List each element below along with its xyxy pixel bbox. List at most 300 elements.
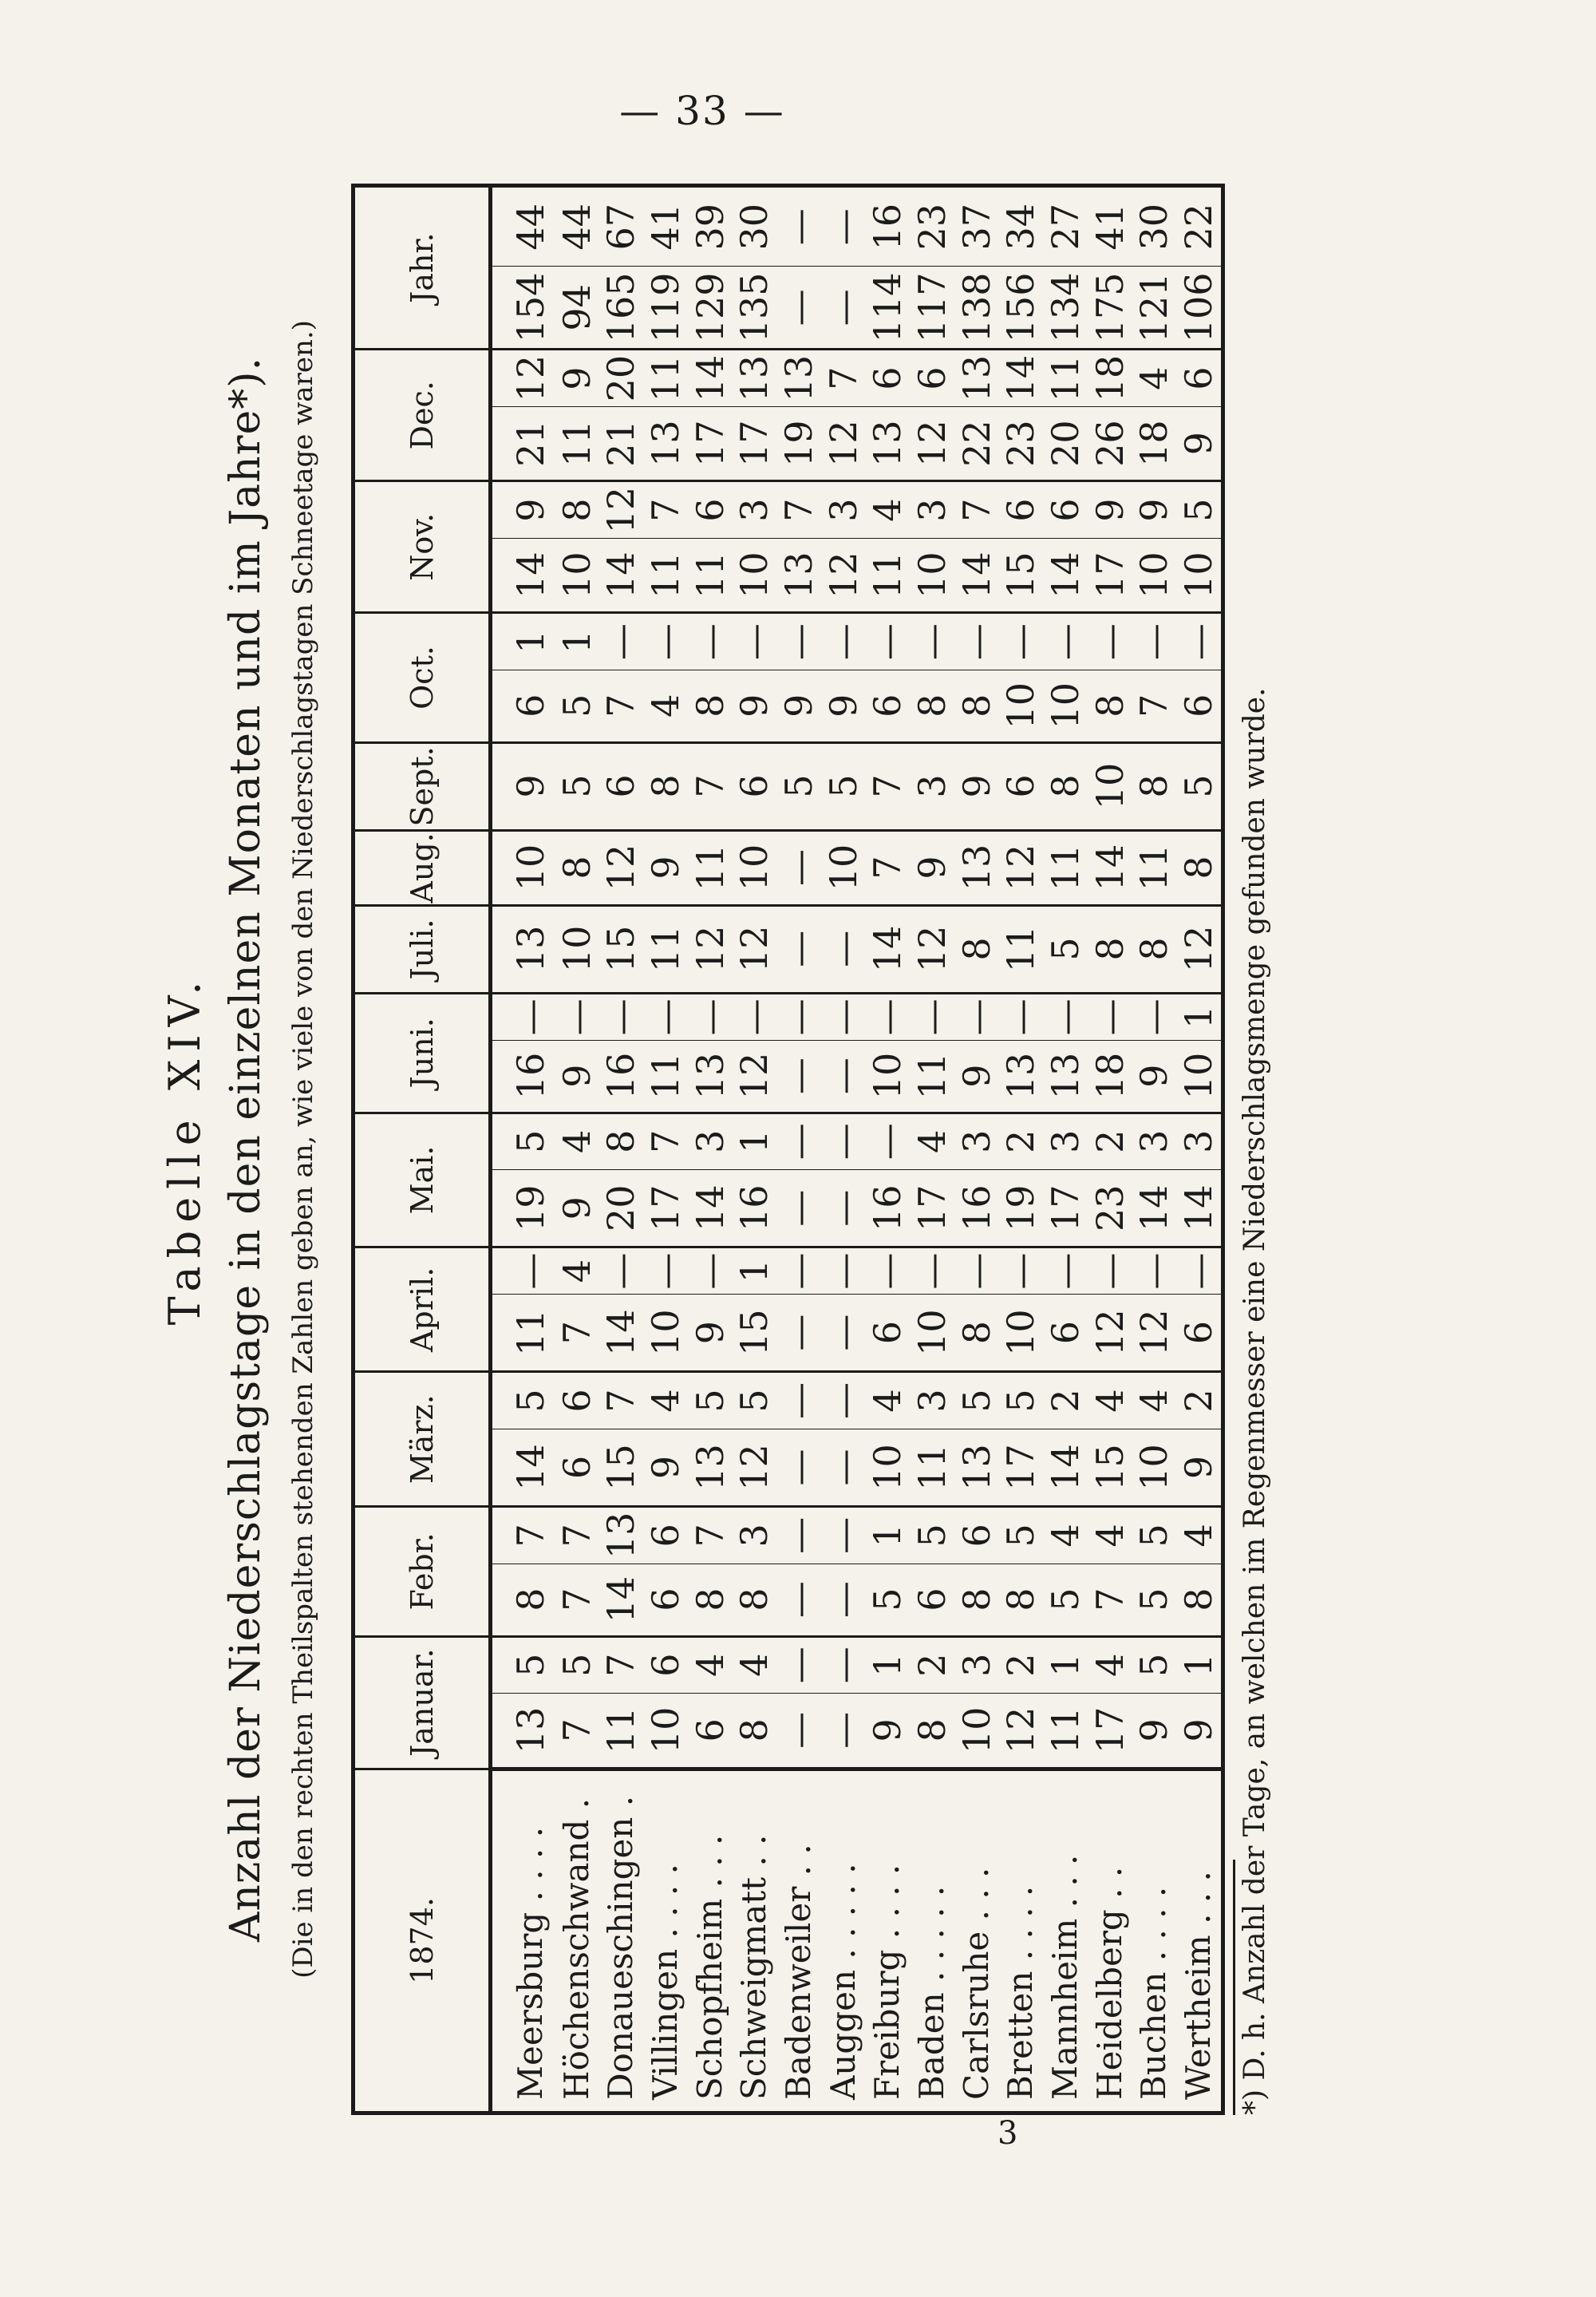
snow-days-cell: 3: [733, 1507, 777, 1564]
total-days-cell: 9: [643, 831, 688, 906]
snow-days-cell: 4: [866, 481, 911, 538]
snow-days-cell: 6: [1176, 350, 1221, 406]
total-days-cell: 5: [555, 670, 599, 742]
total-days-cell: 26: [1088, 406, 1132, 481]
station-name: Badenweiler . .: [776, 1769, 821, 2111]
snow-days-cell: —: [776, 1507, 821, 1564]
total-days-cell: 14: [491, 538, 555, 613]
total-days-cell: 13: [688, 1040, 733, 1113]
total-days-cell: 15: [1088, 1429, 1132, 1506]
snow-days-cell: —: [1043, 613, 1088, 670]
total-days-cell: 17: [1088, 1693, 1132, 1769]
snow-days-cell: 22: [1177, 203, 1221, 251]
snow-days-cell: 44: [508, 203, 552, 251]
snow-days-cell: 9: [555, 350, 599, 406]
snow-days-cell: —: [821, 994, 866, 1040]
precipitation-days-table: [351, 184, 1225, 2115]
station-name: Schweigmatt . .: [733, 1769, 777, 2111]
snow-days-cell: 6: [999, 481, 1044, 538]
total-days-cell: 138: [954, 267, 999, 350]
snow-days-cell: 13: [776, 350, 821, 406]
total-days-cell: 14: [866, 905, 911, 993]
station-name: Buchen . . . .: [1132, 1769, 1177, 2111]
month-header: Sept.: [355, 742, 491, 830]
snow-days-cell: 14: [999, 350, 1044, 406]
station-name: Bretten . . . .: [999, 1769, 1044, 2111]
table-row: [821, 188, 866, 2111]
station-name: Auggen . . . . .: [821, 1769, 866, 2111]
total-days-cell: 11: [1043, 831, 1088, 906]
snow-days-cell: —: [999, 1247, 1044, 1294]
table-row: [910, 188, 954, 2111]
total-days-cell: 17: [999, 1429, 1044, 1506]
snow-days-cell: —: [821, 1636, 866, 1693]
total-days-cell: 6: [1043, 1294, 1088, 1371]
total-days-cell: 12: [688, 905, 733, 993]
total-days-cell: 154: [491, 267, 555, 350]
snow-days-cell: —: [643, 613, 688, 670]
total-days-cell: 9: [910, 831, 954, 906]
total-days-cell: 9: [776, 670, 821, 742]
snow-days-cell: 3: [733, 481, 777, 538]
month-header: Febr.: [355, 1507, 491, 1636]
total-days-cell: 10: [555, 905, 599, 993]
total-days-cell: 9: [555, 1169, 599, 1247]
total-days-cell: —: [821, 905, 866, 993]
total-days-cell: 6: [599, 742, 644, 830]
snow-days-cell: —: [491, 1247, 555, 1294]
total-days-cell: 8: [688, 670, 733, 742]
total-days-cell: 6: [491, 670, 555, 742]
total-days-cell: 11: [866, 538, 911, 613]
snow-days-cell: 12: [599, 481, 644, 538]
total-days-cell: 14: [688, 1169, 733, 1247]
total-days-cell: 13: [866, 406, 911, 481]
snow-days-cell: 14: [688, 350, 733, 406]
snow-days-cell: 67: [599, 203, 643, 251]
total-days-cell: 165: [599, 267, 644, 350]
total-days-cell: 19: [491, 1169, 555, 1247]
total-days-cell: 21: [491, 406, 555, 481]
total-days-cell: 11: [491, 1294, 555, 1371]
snow-days-cell: —: [910, 1247, 954, 1294]
total-days-cell: 12: [999, 1693, 1044, 1769]
total-days-cell: 8: [954, 1564, 999, 1636]
sheet-signature: 3: [998, 2115, 1018, 2152]
total-days-cell: 23: [1088, 1169, 1132, 1247]
total-days-cell: 13: [999, 1040, 1044, 1113]
snow-days-cell: 5: [999, 1372, 1044, 1429]
total-days-cell: 5: [1043, 1564, 1088, 1636]
total-days-cell: 10: [866, 1429, 911, 1506]
total-days-cell: 21: [599, 406, 644, 481]
total-days-cell: —: [821, 1294, 866, 1371]
table-row: [643, 188, 688, 2111]
snow-days-cell: —: [599, 613, 644, 670]
snow-days-cell: 5: [491, 1113, 555, 1169]
snow-days-cell: 1: [733, 1247, 777, 1294]
total-days-cell: 7: [555, 1564, 599, 1636]
total-days-cell: 10: [491, 831, 555, 906]
total-days-cell: —: [821, 1693, 866, 1769]
snow-days-cell: 3: [910, 1372, 954, 1429]
total-days-cell: 18: [1132, 406, 1177, 481]
snow-days-cell: 5: [1176, 481, 1221, 538]
total-days-cell: 17: [910, 1169, 954, 1247]
snow-days-cell: 7: [643, 481, 688, 538]
table-row: [491, 188, 555, 2111]
total-days-cell: 10: [1176, 538, 1221, 613]
snow-days-cell: 41: [644, 203, 688, 251]
snow-days-cell: 3: [954, 1636, 999, 1693]
total-days-cell: 9: [688, 1294, 733, 1371]
total-days-cell: —: [821, 1169, 866, 1247]
total-days-cell: 16: [954, 1169, 999, 1247]
total-days-cell: 10: [733, 831, 777, 906]
total-days-cell: —: [776, 1564, 821, 1636]
total-days-cell: 12: [733, 1429, 777, 1506]
total-days-cell: 10: [733, 538, 777, 613]
snow-days-cell: —: [954, 613, 999, 670]
month-header: Nov.: [355, 481, 491, 613]
month-header: Jahr.: [355, 188, 491, 350]
snow-days-cell: 23: [911, 203, 954, 251]
total-days-cell: 5: [1176, 742, 1221, 830]
snow-days-cell: 1: [555, 613, 599, 670]
total-days-cell: 18: [1088, 1040, 1132, 1113]
total-days-cell: 6: [733, 742, 777, 830]
table-row: [776, 188, 821, 2111]
total-days-cell: —: [776, 1693, 821, 1769]
total-days-cell: 117: [910, 267, 954, 350]
snow-days-cell: —: [777, 208, 821, 246]
total-days-cell: 14: [1043, 1429, 1088, 1506]
total-days-cell: 15: [733, 1294, 777, 1371]
total-days-cell: 10: [999, 670, 1044, 742]
month-header: Mai.: [355, 1113, 491, 1247]
total-days-cell: —: [821, 1564, 866, 1636]
total-days-cell: 14: [599, 1294, 644, 1371]
snow-days-cell: 30: [733, 203, 776, 251]
total-days-cell: 12: [821, 538, 866, 613]
total-days-cell: 8: [954, 905, 999, 993]
total-days-cell: 4: [643, 670, 688, 742]
total-days-cell: 11: [910, 1040, 954, 1113]
snow-days-cell: 7: [954, 481, 999, 538]
total-days-cell: 9: [555, 1040, 599, 1113]
total-days-cell: 17: [733, 406, 777, 481]
total-days-cell: 9: [954, 742, 999, 830]
snow-days-cell: 1: [1043, 1636, 1088, 1693]
total-days-cell: 10: [1132, 1429, 1177, 1506]
station-name: Baden . . . . .: [910, 1769, 954, 2111]
table-title: Tabelle XIV.: [160, 973, 210, 1326]
snow-days-cell: 9: [1088, 481, 1132, 538]
total-days-cell: 13: [1043, 1040, 1088, 1113]
table-row: [688, 188, 733, 2111]
snow-days-cell: —: [1088, 994, 1132, 1040]
total-days-cell: 9: [733, 670, 777, 742]
snow-days-cell: —: [1176, 1247, 1221, 1294]
total-days-cell: 16: [866, 1169, 911, 1247]
snow-days-cell: 2: [999, 1113, 1044, 1169]
total-days-cell: 7: [866, 742, 911, 830]
total-days-cell: 7: [1088, 1564, 1132, 1636]
total-days-cell: 14: [954, 538, 999, 613]
snow-days-cell: 4: [1043, 1507, 1088, 1564]
total-days-cell: 8: [643, 742, 688, 830]
total-days-cell: 11: [555, 406, 599, 481]
total-days-cell: 6: [866, 670, 911, 742]
snow-days-cell: —: [776, 1636, 821, 1693]
month-header: Aug.: [355, 831, 491, 906]
total-days-cell: —: [776, 267, 821, 350]
total-days-cell: 6: [910, 1564, 954, 1636]
total-days-cell: 106: [1176, 267, 1221, 350]
total-days-cell: 11: [910, 1429, 954, 1506]
month-header: März.: [355, 1372, 491, 1507]
total-days-cell: 13: [491, 905, 555, 993]
table-row: [1043, 188, 1088, 2111]
snow-days-cell: 3: [954, 1113, 999, 1169]
page-number: — 33 —: [619, 88, 785, 134]
snow-days-cell: 7: [821, 350, 866, 406]
snow-days-cell: 30: [1132, 203, 1176, 251]
month-header: April.: [355, 1247, 491, 1372]
snow-days-cell: 3: [1132, 1113, 1177, 1169]
total-days-cell: 20: [599, 1169, 644, 1247]
total-days-cell: 12: [821, 406, 866, 481]
snow-days-cell: 4: [555, 1113, 599, 1169]
snow-days-cell: 12: [491, 350, 555, 406]
header-row: [355, 188, 491, 2111]
total-days-cell: 9: [1176, 1693, 1221, 1769]
total-days-cell: 10: [1088, 742, 1132, 830]
snow-days-cell: 5: [688, 1372, 733, 1429]
snow-days-cell: —: [733, 613, 777, 670]
total-days-cell: 6: [999, 742, 1044, 830]
snow-days-cell: 9: [491, 481, 555, 538]
snow-days-cell: —: [821, 1247, 866, 1294]
total-days-cell: 9: [643, 1429, 688, 1506]
total-days-cell: —: [821, 1040, 866, 1113]
snow-days-cell: —: [643, 994, 688, 1040]
snow-days-cell: 7: [491, 1507, 555, 1564]
total-days-cell: —: [821, 1429, 866, 1506]
snow-days-cell: 2: [1176, 1372, 1221, 1429]
total-days-cell: 13: [643, 406, 688, 481]
total-days-cell: 13: [954, 831, 999, 906]
snow-days-cell: 6: [555, 1372, 599, 1429]
snow-days-cell: 1: [866, 1507, 911, 1564]
total-days-cell: 14: [491, 1429, 555, 1506]
total-days-cell: 15: [999, 538, 1044, 613]
station-name: Höchenschwand .: [555, 1769, 599, 2111]
snow-days-cell: —: [776, 613, 821, 670]
table-subheading: (Die in den rechten Theilspalten stehenden Zahlen geben an, wie viele von den Niederschlagstagen Schneetage waren.): [287, 320, 319, 1979]
snow-days-cell: 2: [1088, 1113, 1132, 1169]
snow-days-cell: 18: [1088, 350, 1132, 406]
total-days-cell: 10: [999, 1294, 1044, 1371]
snow-days-cell: —: [821, 1507, 866, 1564]
table-row: [954, 188, 999, 2111]
snow-days-cell: 4: [688, 1636, 733, 1693]
total-days-cell: 22: [954, 406, 999, 481]
total-days-cell: 8: [1176, 1564, 1221, 1636]
total-days-cell: —: [776, 1429, 821, 1506]
station-name: Donaueschingen .: [599, 1769, 644, 2111]
total-days-cell: —: [821, 267, 866, 350]
total-days-cell: —: [776, 1294, 821, 1371]
total-days-cell: 5: [1043, 905, 1088, 993]
total-days-cell: 8: [954, 670, 999, 742]
month-header: Oct.: [355, 613, 491, 742]
total-days-cell: 11: [1132, 831, 1177, 906]
total-days-cell: 20: [1043, 406, 1088, 481]
total-days-cell: 156: [999, 267, 1044, 350]
snow-days-cell: 4: [910, 1113, 954, 1169]
snow-days-cell: —: [910, 613, 954, 670]
total-days-cell: 10: [1043, 670, 1088, 742]
table-row: [1132, 188, 1177, 2111]
total-days-cell: 9: [821, 670, 866, 742]
table-row: [999, 188, 1044, 2111]
snow-days-cell: —: [776, 1372, 821, 1429]
snow-days-cell: 6: [688, 481, 733, 538]
table-row: [733, 188, 777, 2111]
total-days-cell: 5: [1132, 1564, 1177, 1636]
total-days-cell: 19: [776, 406, 821, 481]
snow-days-cell: —: [954, 994, 999, 1040]
snow-days-cell: —: [866, 1113, 911, 1169]
snow-days-cell: 4: [643, 1372, 688, 1429]
snow-days-cell: 6: [954, 1507, 999, 1564]
total-days-cell: 17: [688, 406, 733, 481]
total-days-cell: 12: [733, 1040, 777, 1113]
total-days-cell: 8: [733, 1564, 777, 1636]
total-days-cell: 11: [643, 538, 688, 613]
snow-days-cell: 3: [1176, 1113, 1221, 1169]
total-days-cell: 3: [910, 742, 954, 830]
total-days-cell: 13: [954, 1429, 999, 1506]
snow-days-cell: —: [491, 994, 555, 1040]
footnote: *) D. h. Anzahl der Tage, an welchen im Regenmesser eine Niederschlagsmenge gefunden wurde.: [1238, 687, 1271, 2115]
total-days-cell: 14: [599, 538, 644, 613]
total-days-cell: 8: [1176, 831, 1221, 906]
snow-days-cell: —: [1132, 994, 1177, 1040]
station-name: Villingen . . . .: [643, 1769, 688, 2111]
snow-days-cell: —: [866, 613, 911, 670]
total-days-cell: 10: [821, 831, 866, 906]
total-days-cell: —: [776, 1040, 821, 1113]
total-days-cell: 14: [599, 1564, 644, 1636]
total-days-cell: 8: [1043, 742, 1088, 830]
snow-days-cell: 8: [555, 481, 599, 538]
snow-days-cell: —: [599, 994, 644, 1040]
total-days-cell: 12: [1088, 1294, 1132, 1371]
total-days-cell: 11: [688, 538, 733, 613]
snow-days-cell: —: [555, 994, 599, 1040]
snow-days-cell: 4: [555, 1247, 599, 1294]
snow-days-cell: 7: [643, 1113, 688, 1169]
table-row: [866, 188, 911, 2111]
total-days-cell: 8: [555, 831, 599, 906]
total-days-cell: 9: [1132, 1040, 1177, 1113]
total-days-cell: 12: [733, 905, 777, 993]
total-days-cell: 6: [643, 1564, 688, 1636]
snow-days-cell: —: [866, 994, 911, 1040]
total-days-cell: 114: [866, 267, 911, 350]
snow-days-cell: 9: [1132, 481, 1177, 538]
total-days-cell: —: [776, 905, 821, 993]
snow-days-cell: 7: [776, 481, 821, 538]
total-days-cell: 6: [555, 1429, 599, 1506]
snow-days-cell: —: [1132, 1247, 1177, 1294]
total-days-cell: 94: [555, 267, 599, 350]
total-days-cell: 14: [1088, 831, 1132, 906]
snow-days-cell: —: [643, 1247, 688, 1294]
table-row: [1176, 188, 1221, 2111]
total-days-cell: 12: [999, 831, 1044, 906]
snow-days-cell: 37: [954, 203, 998, 251]
total-days-cell: 10: [910, 538, 954, 613]
month-header: Juni.: [355, 994, 491, 1113]
snow-days-cell: 2: [1043, 1372, 1088, 1429]
total-days-cell: 11: [688, 831, 733, 906]
snow-days-cell: —: [688, 613, 733, 670]
total-days-cell: 175: [1088, 267, 1132, 350]
total-days-cell: 6: [1176, 1294, 1221, 1371]
total-days-cell: 135: [733, 267, 777, 350]
snow-days-cell: 4: [1132, 350, 1177, 406]
snow-days-cell: 20: [599, 350, 644, 406]
snow-days-cell: —: [954, 1247, 999, 1294]
snow-days-cell: 5: [733, 1372, 777, 1429]
snow-days-cell: 5: [491, 1636, 555, 1693]
snow-days-cell: 13: [599, 1507, 644, 1564]
table-row: [599, 188, 644, 2111]
snow-days-cell: 11: [1043, 350, 1088, 406]
total-days-cell: 13: [491, 1693, 555, 1769]
snow-days-cell: 5: [491, 1372, 555, 1429]
total-days-cell: 8: [910, 1693, 954, 1769]
total-days-cell: 10: [555, 538, 599, 613]
snow-days-cell: 7: [555, 1507, 599, 1564]
snow-days-cell: —: [776, 1247, 821, 1294]
snow-days-cell: 7: [599, 1636, 644, 1693]
snow-days-cell: 5: [1132, 1507, 1177, 1564]
month-header: Januar.: [355, 1636, 491, 1769]
snow-days-cell: 4: [1088, 1636, 1132, 1693]
total-days-cell: 9: [491, 742, 555, 830]
total-days-cell: 11: [1043, 1693, 1088, 1769]
snow-days-cell: 6: [866, 350, 911, 406]
snow-days-cell: 3: [1043, 1113, 1088, 1169]
snow-days-cell: —: [999, 994, 1044, 1040]
total-days-cell: 8: [688, 1564, 733, 1636]
total-days-cell: 10: [643, 1294, 688, 1371]
total-days-cell: 8: [1132, 905, 1177, 993]
snow-days-cell: 44: [555, 203, 598, 251]
total-days-cell: 10: [1132, 538, 1177, 613]
total-days-cell: 8: [999, 1564, 1044, 1636]
snow-days-cell: 6: [643, 1507, 688, 1564]
snow-days-cell: 5: [555, 1636, 599, 1693]
total-days-cell: —: [776, 1169, 821, 1247]
table-heading: Anzahl der Niederschlagstage in den einzelnen Monaten und im Jahre*).: [222, 356, 270, 1943]
total-days-cell: 16: [733, 1169, 777, 1247]
total-days-cell: 5: [776, 742, 821, 830]
